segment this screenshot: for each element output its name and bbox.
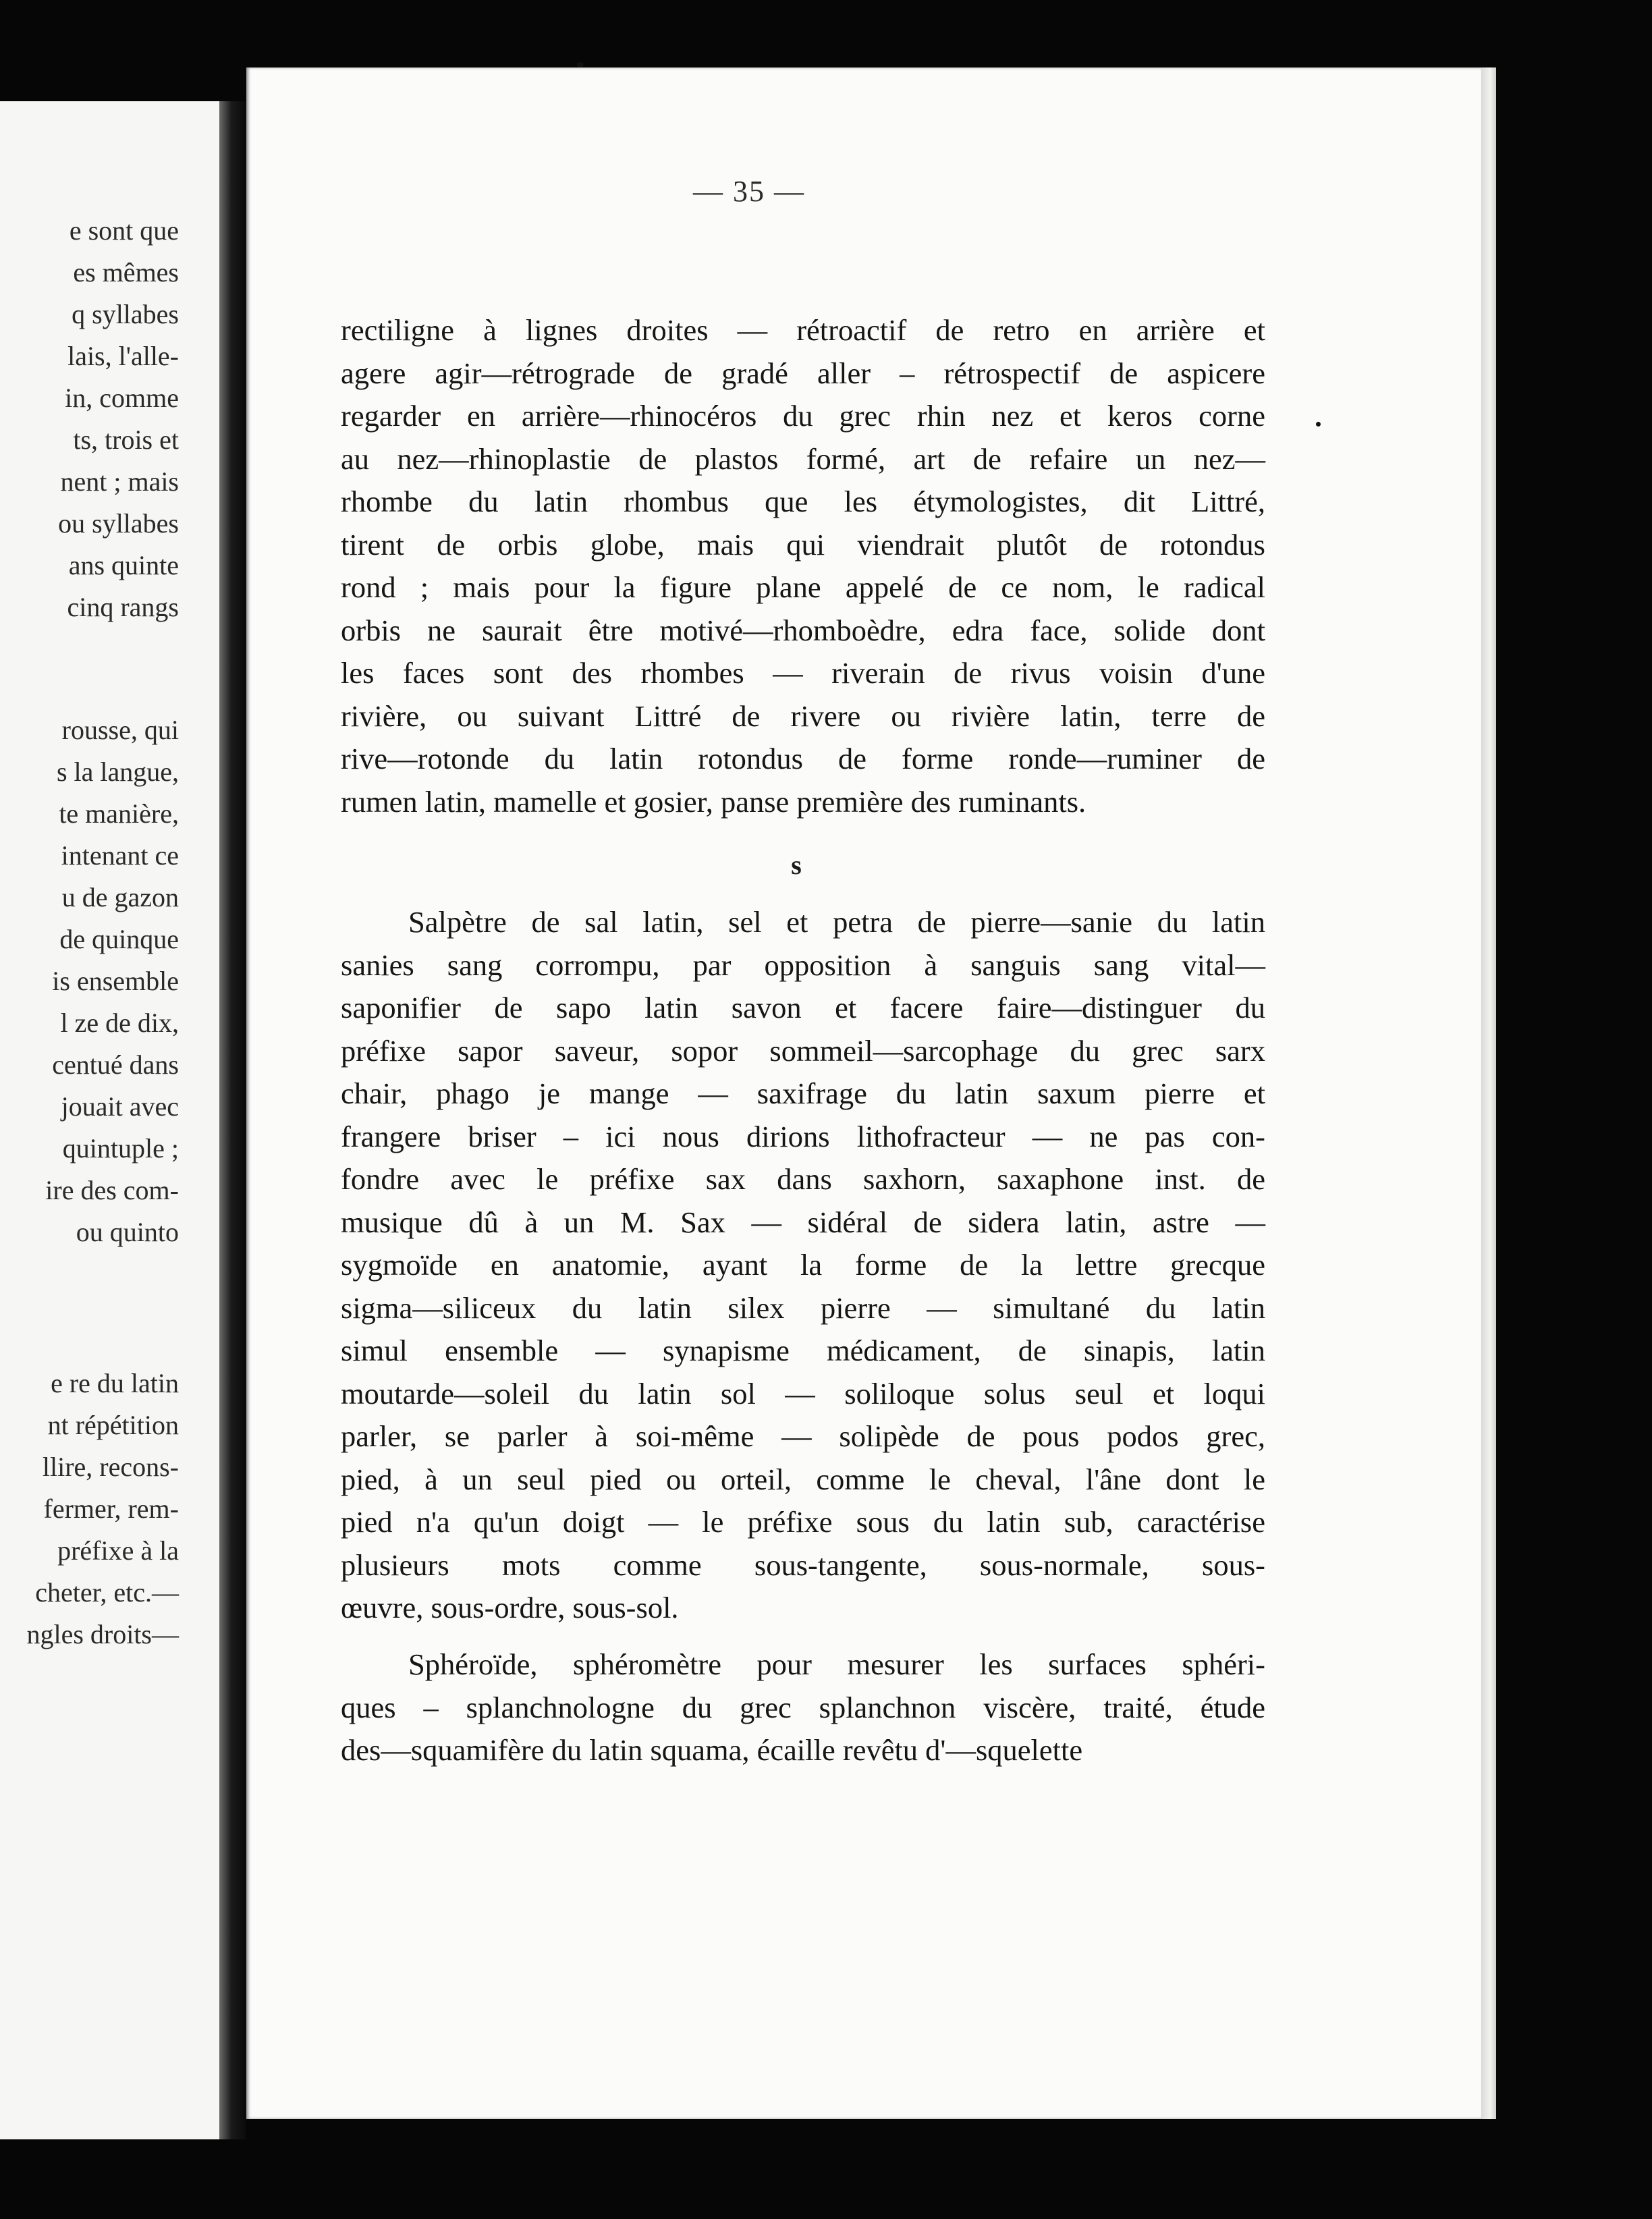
text-line: Sphéroïde, sphéromètre pour mesurer les surfaces sphéri- bbox=[408, 1647, 1265, 1681]
text-line: musique dû à un M. Sax — sidéral de sidera latin, astre — bbox=[341, 1205, 1265, 1239]
dust-speck bbox=[577, 62, 584, 67]
previous-page-line: ts, trois et bbox=[73, 424, 179, 455]
text-line: ques – splanchnologne du grec splanchnon viscère, traité, étude bbox=[341, 1690, 1265, 1724]
text-line: rectiligne à lignes droites — rétroactif de retro en arrière et bbox=[341, 313, 1265, 347]
text-line: frangere briser – ici nous dirions lithofracteur — ne pas con- bbox=[341, 1119, 1265, 1153]
previous-page-line: ire des com- bbox=[45, 1175, 179, 1205]
previous-page-line: u de gazon bbox=[61, 882, 179, 912]
text-line: simul ensemble — synapisme médicament, de sinapis, latin bbox=[341, 1334, 1265, 1367]
text-line: au nez—rhinoplastie de plastos formé, art de refaire un nez— bbox=[341, 441, 1265, 476]
previous-page-line: cheter, etc.— bbox=[35, 1577, 179, 1608]
text-line: plusieurs mots comme sous-tangente, sous-normale, sous- bbox=[341, 1547, 1265, 1582]
text-line: rivière, ou suivant Littré de rivere ou rivière latin, terre de bbox=[341, 698, 1265, 733]
dust-speck bbox=[1316, 422, 1321, 427]
page-number: — 35 — bbox=[693, 175, 805, 208]
text-line: rive—rotonde du latin rotondus de forme ronde—ruminer de bbox=[341, 742, 1265, 775]
previous-page-line: ans quinte bbox=[68, 550, 179, 580]
previous-page-line: nt répétition bbox=[47, 1410, 179, 1440]
previous-page-line: es mêmes bbox=[73, 257, 179, 287]
previous-page-line: rousse, qui bbox=[61, 715, 179, 745]
text-line: fondre avec le préfixe sax dans saxhorn, saxaphone inst. de bbox=[341, 1162, 1265, 1196]
book-gutter bbox=[219, 101, 246, 2139]
previous-page-line: is ensemble bbox=[52, 966, 179, 996]
text-line: sigma—siliceux du latin silex pierre — simultané du latin bbox=[341, 1290, 1265, 1325]
previous-page-line: te manière, bbox=[59, 798, 179, 829]
text-line: tirent de orbis globe, mais qui viendrait plutôt de rotondus bbox=[341, 527, 1265, 561]
text-line: regarder en arrière—rhinocéros du grec rhin nez et keros corne bbox=[341, 399, 1265, 433]
previous-page-line: ngles droits— bbox=[26, 1619, 179, 1649]
text-line: des—squamifère du latin squama, écaille revêtu d'—squelette bbox=[341, 1733, 1083, 1767]
previous-page-line: de quinque bbox=[59, 924, 179, 954]
previous-page-line: q syllabes bbox=[72, 299, 179, 329]
text-line: sanies sang corrompu, par opposition à sanguis sang vital— bbox=[341, 948, 1265, 982]
previous-page-line: llire, recons- bbox=[42, 1452, 179, 1482]
previous-page-line: e re du latin bbox=[51, 1368, 179, 1398]
paragraph-r-entries bbox=[341, 309, 1265, 823]
paragraph-s-entries bbox=[341, 901, 1265, 1630]
previous-page-line: e sont que bbox=[69, 215, 179, 246]
text-line: parler, se parler à soi-même — solipède de pous podos grec, bbox=[341, 1419, 1265, 1453]
text-line: pied n'a qu'un doigt — le préfixe sous du latin sub, caractérise bbox=[341, 1505, 1265, 1539]
previous-page bbox=[0, 101, 219, 2139]
previous-page-line: s la langue, bbox=[56, 757, 179, 787]
text-line: agere agir—rétrograde de gradé aller – rétrospectif de aspicere bbox=[341, 356, 1265, 390]
text-line: rond ; mais pour la figure plane appelé de ce nom, le radical bbox=[341, 570, 1265, 604]
section-letter-s: s bbox=[791, 850, 802, 880]
text-line: préfixe sapor saveur, sopor sommeil—sarcophage du grec sarx bbox=[341, 1033, 1265, 1068]
previous-page-line: fermer, rem- bbox=[43, 1494, 179, 1524]
text-line: pied, à un seul pied ou orteil, comme le cheval, l'âne dont le bbox=[341, 1462, 1265, 1496]
text-line: moutarde—soleil du latin sol — soliloque solus seul et loqui bbox=[341, 1376, 1265, 1410]
previous-page-line: l ze de dix, bbox=[60, 1008, 179, 1038]
previous-page-line: ou syllabes bbox=[58, 508, 179, 539]
previous-page-line: in, comme bbox=[65, 383, 179, 413]
text-line: les faces sont des rhombes — riverain de rivus voisin d'une bbox=[341, 656, 1265, 690]
text-line: saponifier de sapo latin savon et facere faire—distinguer du bbox=[341, 991, 1265, 1024]
text-line: rhombe du latin rhombus que les étymologistes, dit Littré, bbox=[341, 485, 1265, 518]
previous-page-line: préfixe à la bbox=[57, 1535, 179, 1566]
previous-page-line: nent ; mais bbox=[60, 466, 179, 497]
text-line: rumen latin, mamelle et gosier, panse première des ruminants. bbox=[341, 784, 1086, 819]
text-line: œuvre, sous-ordre, sous-sol. bbox=[341, 1591, 679, 1624]
paragraph-s-entries-continued bbox=[341, 1643, 1265, 1772]
previous-page-line: intenant ce bbox=[61, 840, 179, 871]
text-line: sygmoïde en anatomie, ayant la forme de la lettre grecque bbox=[341, 1248, 1265, 1282]
previous-page-line: ou quinto bbox=[76, 1217, 179, 1247]
previous-page-line: lais, l'alle- bbox=[67, 341, 179, 371]
text-line: Salpètre de sal latin, sel et petra de pierre—sanie du latin bbox=[408, 905, 1265, 939]
page-edge bbox=[1481, 67, 1496, 2119]
previous-page-line: jouait avec bbox=[61, 1091, 179, 1122]
text-line: chair, phago je mange — saxifrage du latin saxum pierre et bbox=[341, 1076, 1265, 1110]
previous-page-line: cinq rangs bbox=[67, 592, 179, 622]
previous-page-line: quintuple ; bbox=[62, 1133, 179, 1163]
text-line: orbis ne saurait être motivé—rhomboèdre, edra face, solide dont bbox=[341, 613, 1265, 647]
previous-page-line: centué dans bbox=[52, 1049, 179, 1080]
